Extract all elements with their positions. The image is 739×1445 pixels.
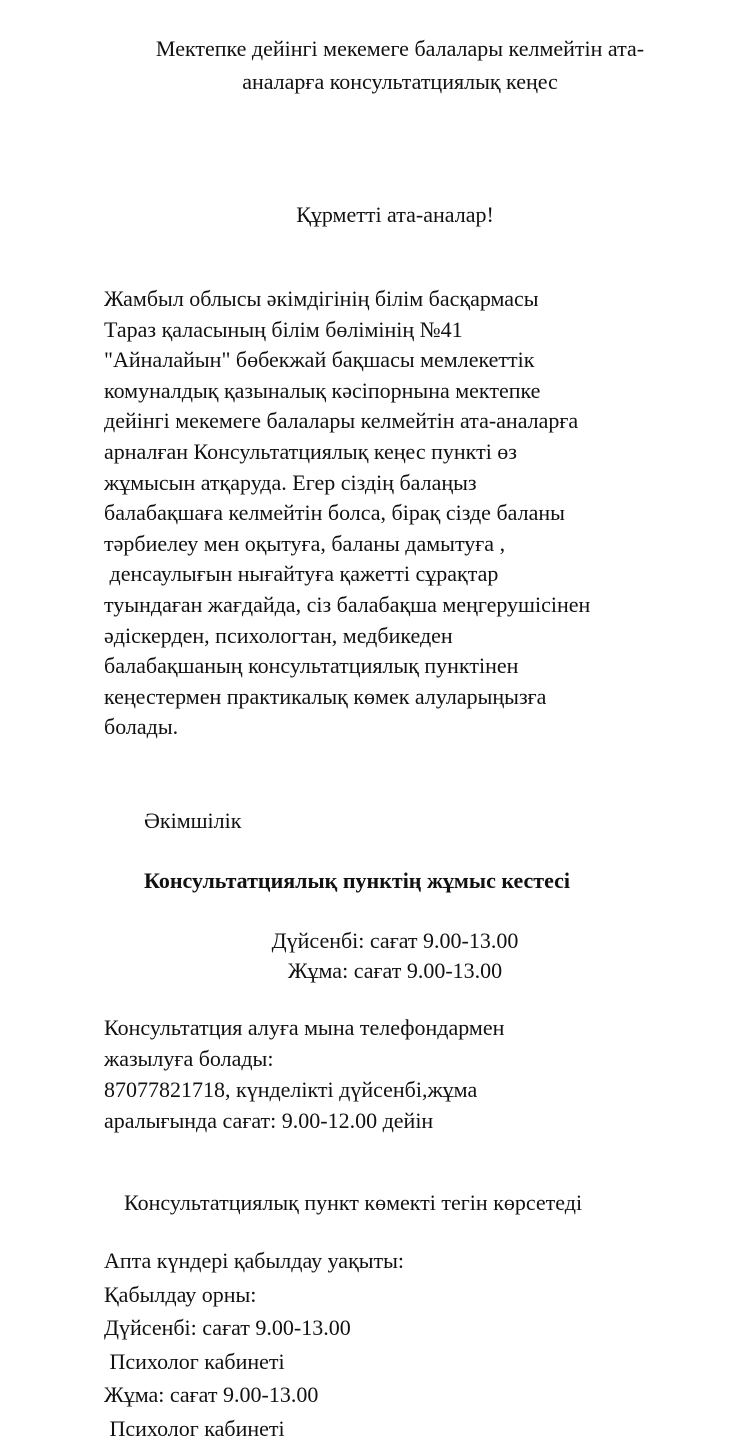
body-paragraph xyxy=(104,284,739,743)
reception-line: Психолог кабинеті xyxy=(104,1345,404,1379)
free-service-note: Консультатциялық пункт көмекті тегін көрсетеді xyxy=(124,1188,582,1218)
body-line: "Айналайын" бөбекжай бақшасы мемлекеттік xyxy=(104,345,739,376)
schedule-line: Дүйсенбі: сағат 9.00-13.00 xyxy=(0,926,739,956)
contact-block xyxy=(104,1012,504,1136)
contact-phone-line: 87077821718, күнделікті дүйсенбі,жұма xyxy=(104,1074,504,1105)
greeting: Құрметті ата-аналар! xyxy=(0,200,739,230)
body-line: болады. xyxy=(104,712,739,743)
body-line: Тараз қаласының білім бөлімінің №41 xyxy=(104,315,739,346)
reception-line: Қабылдау орны: xyxy=(104,1278,404,1312)
signature: Әкімшілік xyxy=(144,806,241,836)
body-line: балабақшаның консультатциялық пунктінен xyxy=(104,651,739,682)
title-line: аналарға консультатциялық кеңес xyxy=(100,65,700,98)
contact-line: Консультатция алуға мына телефондармен xyxy=(104,1012,504,1043)
schedule-heading: Консультатциялық пунктің жұмыс кестесі xyxy=(144,866,570,896)
body-line: туындаған жағдайда, сіз балабақша меңгерушісінен xyxy=(104,590,739,621)
schedule-line: Жұма: сағат 9.00-13.00 xyxy=(0,956,739,986)
body-line: денсаулығын нығайтуға қажетті сұрақтар xyxy=(104,559,739,590)
body-line: дейінгі мекемеге балалары келмейтін ата-аналарға xyxy=(104,406,739,437)
body-line: Жамбыл облысы әкімдігінің білім басқармасы xyxy=(104,284,739,315)
body-line: әдіскерден, психологтан, медбикеден xyxy=(104,621,739,652)
reception-line: Апта күндері қабылдау уақыты: xyxy=(104,1244,404,1278)
document-title xyxy=(100,32,700,98)
contact-line: аралығында сағат: 9.00-12.00 дейін xyxy=(104,1105,504,1136)
body-line: кеңестермен практикалық көмек алуларыңызға xyxy=(104,682,739,713)
title-line: Мектепке дейінгі мекемеге балалары келмейтін ата- xyxy=(100,32,700,65)
body-line: арналған Консультатциялық кеңес пункті өз xyxy=(104,437,739,468)
schedule-block xyxy=(0,926,739,986)
body-line: жұмысын атқаруда. Егер сіздің балаңыз xyxy=(104,468,739,499)
reception-line: Психолог кабинеті xyxy=(104,1412,404,1445)
body-line: тәрбиелеу мен оқытуға, баланы дамытуға , xyxy=(104,529,739,560)
reception-block xyxy=(104,1244,404,1445)
contact-line: жазылуға болады: xyxy=(104,1043,504,1074)
body-line: комуналдық қазыналық кәсіпорнына мектепке xyxy=(104,376,739,407)
reception-line: Дүйсенбі: сағат 9.00-13.00 xyxy=(104,1311,404,1345)
reception-line: Жұма: сағат 9.00-13.00 xyxy=(104,1378,404,1412)
body-line: балабақшаға келмейтін болса, бірақ сізде баланы xyxy=(104,498,739,529)
